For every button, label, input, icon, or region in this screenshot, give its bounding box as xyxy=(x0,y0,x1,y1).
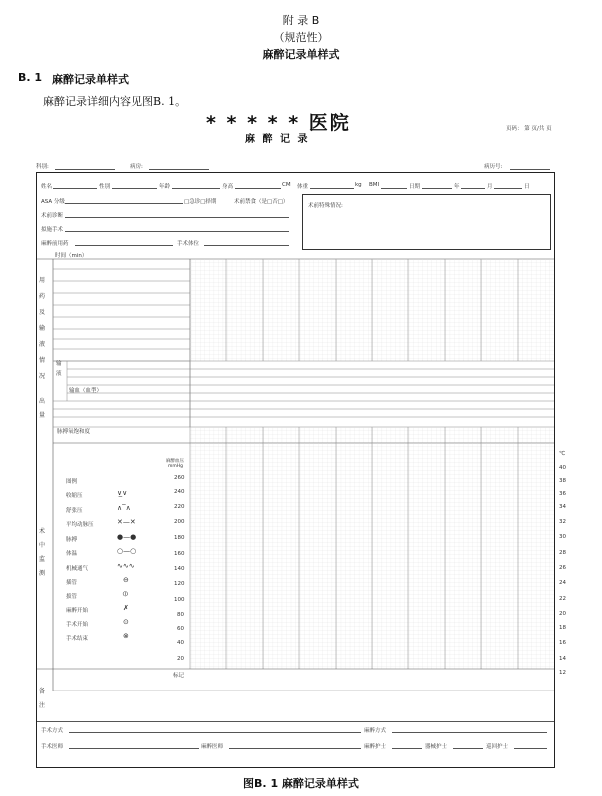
bp-mark-label: 标记 xyxy=(173,673,185,679)
bp-tick: 20 xyxy=(177,656,184,662)
bp-tick: 240 xyxy=(174,489,185,495)
form-title: 麻 醉 记 录 xyxy=(245,134,310,145)
pulse-icon: ●—● xyxy=(117,533,137,541)
legend-anes-start: 麻醉开始 xyxy=(66,608,89,614)
bp-tick: 40 xyxy=(177,640,184,646)
circ-nurse-field: 巡回护士 xyxy=(486,744,509,750)
bp-unit-mmhg: mmHg xyxy=(168,464,184,469)
legend-ventilation: 机械通气 xyxy=(66,566,89,572)
temp-tick: 38 xyxy=(559,478,566,484)
appendix-heading: 附 录 B xyxy=(282,14,320,27)
temp-tick: 32 xyxy=(559,519,566,525)
temp-tick: 18 xyxy=(559,625,566,631)
intubation-icon: ⊖ xyxy=(123,576,129,584)
anes-nurse-field: 麻醉护士 xyxy=(364,744,387,750)
meds-label: 用 药 及 输 液 情 况 xyxy=(39,277,46,380)
anesthesia-record-form xyxy=(36,172,566,768)
figure-caption: 图B. 1 麻醉记录单样式 xyxy=(243,777,359,790)
ward-field: 病房: xyxy=(130,164,143,170)
bp-tick: 120 xyxy=(174,581,185,587)
temp-tick: 14 xyxy=(559,656,566,662)
anes-meds-field: 麻醉前用药 xyxy=(41,241,69,247)
legend-sbp: 收缩压 xyxy=(66,493,83,499)
legend-temp: 体温 xyxy=(66,551,78,557)
legend-op-start: 手术开始 xyxy=(66,622,89,628)
temp-tick: 28 xyxy=(559,550,566,556)
cm-unit: CM xyxy=(282,182,291,188)
asa-field: ASA 分级 xyxy=(41,199,65,205)
legend-map: 平均动脉压 xyxy=(66,522,94,528)
weight-field: 体重 xyxy=(297,184,309,190)
sbp-icon: ∨̲∨ xyxy=(117,489,128,497)
bp-tick: 80 xyxy=(177,612,184,618)
legend-op-end: 手术结束 xyxy=(66,636,89,642)
month-label: 月 xyxy=(487,184,493,190)
year-label: 年 xyxy=(454,184,460,190)
legend-title: 图例 xyxy=(66,479,78,485)
temp-icon: ○—○ xyxy=(117,547,137,555)
output-label: 出 量 xyxy=(39,398,46,419)
page-info: 页码： 第 页/共 页 xyxy=(506,126,552,132)
infusion-label: 输 液 xyxy=(56,361,62,377)
dept-field: 科别: xyxy=(36,164,49,170)
temp-tick: 16 xyxy=(559,640,566,646)
dbp-icon: ∧‾∧ xyxy=(117,504,131,512)
preop-dx-field: 术前诊断 xyxy=(41,213,64,219)
temp-tick: 20 xyxy=(559,611,566,617)
bp-tick: 140 xyxy=(174,566,185,572)
temp-tick: 24 xyxy=(559,580,566,586)
record-no-field: 病历号: xyxy=(484,164,503,170)
instr-nurse-field: 器械护士 xyxy=(425,744,448,750)
time-label: 时间（min） xyxy=(55,253,88,259)
op-end-icon: ⊗ xyxy=(123,632,129,640)
hospital-name: * * * * * 医院 xyxy=(206,112,351,134)
bp-tick: 180 xyxy=(174,535,185,541)
position-field: 手术体位 xyxy=(177,241,200,247)
anes-method-field: 麻醉方式 xyxy=(364,728,387,734)
legend-intubation: 插管 xyxy=(66,580,78,586)
remarks-label: 备 注 xyxy=(39,688,46,709)
special-conditions-label: 术前特殊情况: xyxy=(308,203,343,209)
legend-dbp: 舒张压 xyxy=(66,508,83,514)
legend-extubation: 拔管 xyxy=(66,594,78,600)
temp-tick: 30 xyxy=(559,534,566,540)
temp-tick: 40 xyxy=(559,465,566,471)
op-start-icon: ⊙ xyxy=(123,618,129,626)
section-body: 麻醉记录详细内容见图B. 1。 xyxy=(43,95,187,108)
special-conditions-box xyxy=(302,194,551,250)
bp-tick: 260 xyxy=(174,475,185,481)
monitor-label: 术 中 监 测 xyxy=(39,528,46,577)
temp-tick: 36 xyxy=(559,491,566,497)
temp-tick: 22 xyxy=(559,596,566,602)
appendix-subtitle: 麻醉记录单样式 xyxy=(262,48,340,61)
spo2-label: 脉搏氧饱和度 xyxy=(57,429,91,435)
emergency-option: □急诊□择期 xyxy=(184,199,217,205)
gender-field: 性别 xyxy=(99,184,111,190)
bp-tick: 100 xyxy=(174,597,185,603)
temp-unit: ℃ xyxy=(559,451,566,457)
temp-tick: 34 xyxy=(559,504,566,510)
date-field: 日期 xyxy=(409,184,421,190)
op-method-field: 手术方式 xyxy=(41,728,64,734)
anes-start-icon: ✗ xyxy=(123,604,129,612)
fasting-field: 术前禁食（是□否□） xyxy=(234,199,289,205)
day-label: 日 xyxy=(524,184,530,190)
section-number: B. 1 xyxy=(18,71,43,84)
bp-tick: 60 xyxy=(177,626,184,632)
legend-pulse: 脉搏 xyxy=(66,537,78,543)
bp-unit-label: 麻醉血压 xyxy=(166,459,184,464)
temp-tick: 12 xyxy=(559,670,566,676)
age-field: 年龄 xyxy=(159,184,171,190)
transfusion-label: 输血（血型） xyxy=(69,388,103,394)
bmi-field: BMI xyxy=(369,182,380,188)
height-field: 身高 xyxy=(222,184,234,190)
temp-tick: 26 xyxy=(559,565,566,571)
planned-op-field: 拟施手术 xyxy=(41,227,64,233)
name-field: 姓名 xyxy=(41,184,53,190)
kg-unit: kg xyxy=(355,182,362,188)
section-title: 麻醉记录单样式 xyxy=(52,73,129,86)
bp-tick: 200 xyxy=(174,519,185,525)
surgeon-field: 手术医师 xyxy=(41,744,64,750)
extubation-icon: ⦶ xyxy=(123,590,129,598)
normative-label: （规范性） xyxy=(273,31,329,44)
bp-tick: 160 xyxy=(174,551,185,557)
anesthetist-field: 麻醉医师 xyxy=(201,744,224,750)
bp-tick: 220 xyxy=(174,504,185,510)
ventilation-icon: ∿∿∿ xyxy=(117,562,135,570)
record-grid xyxy=(37,251,554,691)
map-icon: ✕—✕ xyxy=(117,518,136,526)
